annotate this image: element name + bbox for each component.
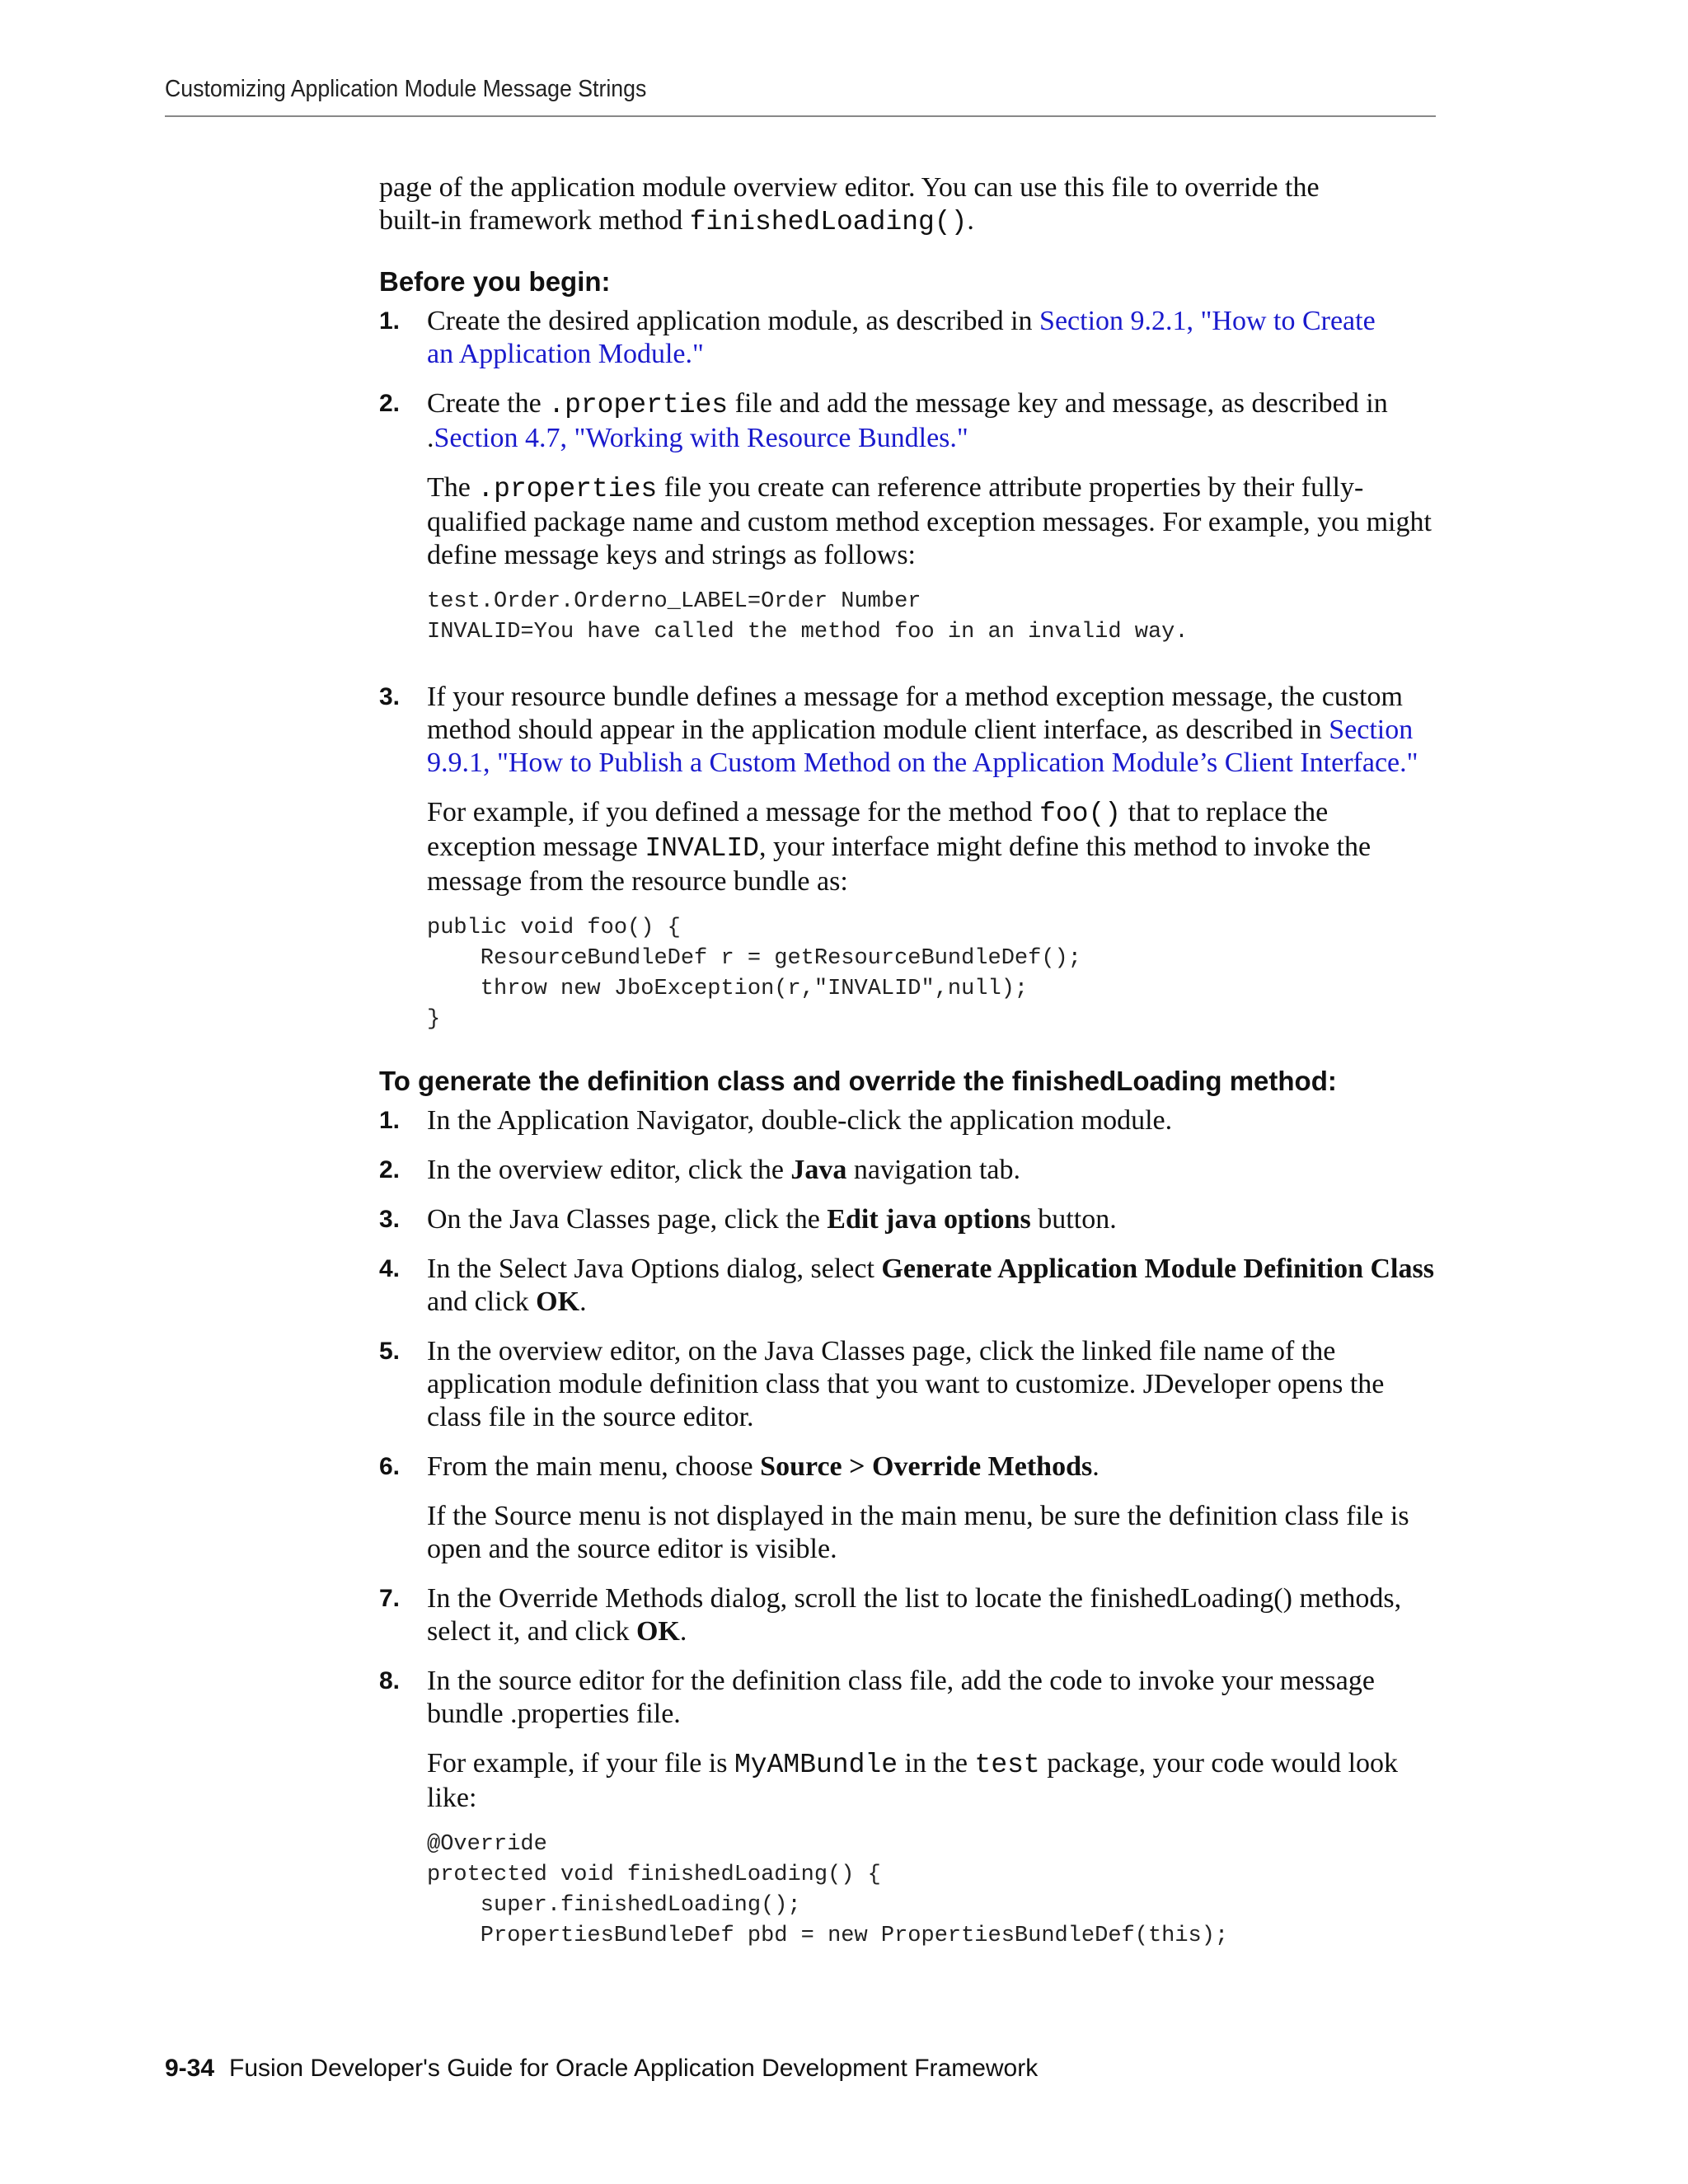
intro-code: finishedLoading(): [689, 207, 968, 237]
step-number: 6.: [379, 1453, 401, 1480]
generate-definition-heading: To generate the definition class and override the finishedLoading method:: [379, 1066, 1337, 1096]
inline-code: foo(): [1039, 799, 1122, 829]
intro-line-2-end: .: [967, 205, 974, 236]
before-steps: [379, 305, 1442, 1035]
step-text: file and add the message key and message, as described in .: [427, 388, 1388, 453]
ui-term: Source > Override Methods: [760, 1451, 1093, 1482]
link-section-9-2-1[interactable]: Section 9.2.1, "How to Create an Application Module.": [427, 306, 1376, 369]
step-text: .: [1092, 1451, 1100, 1482]
header-divider: [165, 115, 1436, 117]
note-text: file you create can reference attribute properties by their fully-qualified package name and custom method exception messages. For example, you might define message keys and strings as follows:: [427, 472, 1432, 570]
intro-line-2-text: built-in framework method: [379, 205, 690, 236]
step-2-note: [427, 471, 1442, 572]
intro-paragraph: [379, 171, 1442, 239]
step-text: Create the desired application module, as described in: [427, 306, 1040, 336]
step-text: .: [579, 1286, 587, 1317]
inline-code: .properties: [477, 474, 658, 504]
ui-term: Generate Application Module Definition Class: [881, 1254, 1434, 1284]
step-text: .: [679, 1616, 687, 1647]
finished-loading-code-block: @Override protected void finishedLoading() { super.finishedLoading(); PropertiesBundleDef pbd = new PropertiesBundleDef(this);: [427, 1832, 1229, 1948]
page-footer: [165, 2055, 1038, 2083]
generate-step-6: [379, 1451, 1442, 1566]
step-number: 3.: [379, 1206, 401, 1233]
ui-term: OK: [635, 1616, 680, 1647]
note-text: in the: [898, 1748, 975, 1779]
ui-term: OK: [536, 1286, 580, 1317]
step-3-note: [427, 796, 1442, 898]
generate-step-2: [379, 1154, 1442, 1187]
step-8-note: [427, 1747, 1442, 1815]
ui-term: Java: [790, 1155, 847, 1185]
before-step-2: [379, 387, 1442, 648]
book-title: Fusion Developer's Guide for Oracle Application Development Framework: [229, 2055, 1039, 2082]
inline-code: INVALID: [645, 833, 759, 864]
step-text: In the Override Methods dialog, scroll the list to locate the finishedLoading() methods, select it, and click: [427, 1583, 1402, 1647]
page-number: 9-34: [165, 2055, 215, 2082]
intro-line-1: page of the application module overview editor. You can use this file to override the: [379, 172, 1320, 203]
step-text: In the overview editor, on the Java Classes page, click the linked file name of the application module definition class that you want to customize. JDeveloper opens the class file in the source editor.: [427, 1336, 1385, 1432]
step-text: If your resource bundle defines a message for a method exception message, the custom method should appear in the application module client interface, as described in: [427, 682, 1403, 745]
step-text: and click: [427, 1286, 537, 1317]
step-text: In the overview editor, click the: [427, 1155, 791, 1185]
step-number: 8.: [379, 1667, 401, 1694]
step-number: 1.: [379, 1107, 401, 1134]
generate-step-1: [379, 1104, 1442, 1137]
step-text: In the source editor for the definition class file, add the code to invoke your message bundle .properties file.: [427, 1666, 1375, 1729]
ui-term: Edit java options: [827, 1204, 1031, 1235]
step-6-note: If the Source menu is not displayed in the main menu, be sure the definition class file is open and the source editor is visible.: [427, 1501, 1409, 1564]
generate-step-7: [379, 1582, 1442, 1648]
running-header: Customizing Application Module Message Strings: [165, 76, 647, 102]
before-step-1: [379, 305, 1442, 371]
note-text: For example, if you defined a message for the method: [427, 797, 1040, 827]
step-text: On the Java Classes page, click the: [427, 1204, 828, 1235]
note-text: package, your code would look like:: [427, 1748, 1399, 1813]
inline-code: MyAMBundle: [734, 1750, 898, 1780]
step-text: button.: [1030, 1204, 1117, 1235]
page-content: [379, 171, 1442, 1952]
generate-step-8: [379, 1665, 1442, 1952]
inline-code: .properties: [548, 390, 729, 420]
generate-steps: [379, 1104, 1442, 1952]
note-text: that to replace the exception message: [427, 797, 1329, 862]
before-you-begin-heading: Before you begin:: [379, 266, 611, 297]
note-text: The: [427, 472, 478, 503]
step-text: navigation tab.: [846, 1155, 1020, 1185]
step-text: In the Select Java Options dialog, select: [427, 1254, 882, 1284]
step-number: 1.: [379, 307, 401, 335]
step-text: Create the: [427, 388, 549, 419]
generate-step-3: [379, 1203, 1442, 1236]
note-text: , your interface might define this method to invoke the message from the resource bundle as:: [427, 832, 1372, 897]
generate-step-4: [379, 1253, 1442, 1319]
step-number: 2.: [379, 1156, 401, 1183]
generate-step-5: [379, 1335, 1442, 1434]
step-number: 2.: [379, 390, 401, 417]
foo-method-code-block: public void foo() { ResourceBundleDef r = getResourceBundleDef(); throw new JboException(r,"INVALID",null); }: [427, 916, 1081, 1032]
inline-code: test: [974, 1750, 1040, 1780]
step-text: In the Application Navigator, double-click the application module.: [427, 1105, 1173, 1136]
note-text: For example, if your file is: [427, 1748, 734, 1779]
step-number: 5.: [379, 1338, 401, 1365]
link-section-9-9-1[interactable]: Section 9.9.1, "How to Publish a Custom Method on the Application Module’s Client Interface.": [427, 715, 1418, 778]
before-step-3: [379, 681, 1442, 1035]
step-number: 7.: [379, 1585, 401, 1612]
step-number: 4.: [379, 1255, 401, 1282]
properties-code-block: test.Order.Orderno_LABEL=Order Number INVALID=You have called the method foo in an invalid way.: [427, 589, 1189, 644]
step-text: From the main menu, choose: [427, 1451, 761, 1482]
link-section-4-7[interactable]: Section 4.7, "Working with Resource Bundles.": [434, 423, 968, 453]
step-number: 3.: [379, 683, 401, 710]
